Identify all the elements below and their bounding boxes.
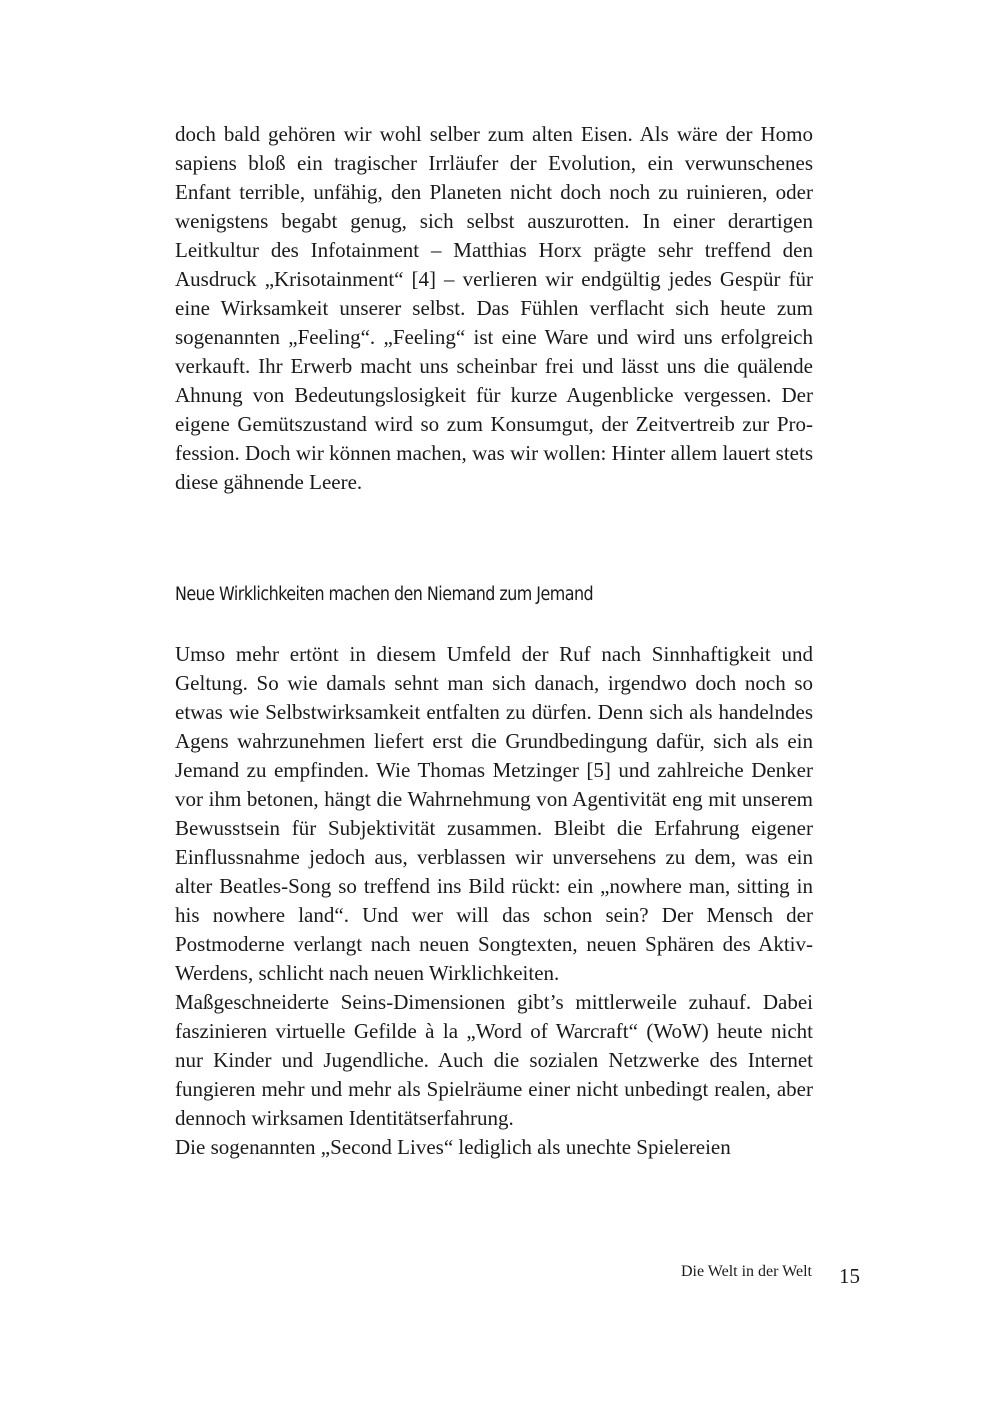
paragraph-2: Umso mehr ertönt in diesem Umfeld der Ruf nach Sinnhaftigkeit und Geltung. So wie damals sehnt man sich danach, irgendwo doch noch so etwas wie Selbstwirksamkeit entfalten zu dürfen. Denn sich als handelndes Agens wahrzunehmen liefert erst die Grundbedingung dafür, sich als ein Jemand zu empfinden. Wie Thomas Metzinger [5] und zahlreiche Denker vor ihm betonen, hängt die Wahrnehmung von Agentivität eng mit unserem Bewusstsein für Subjektivität zusammen. Bleibt die Erfahrung eigener Einflussnahme jedoch aus, verblassen wir unversehens zu dem, was ein alter Beatles-Song so treffend ins Bild rückt: ein „nowhere man, sitting in his nowhere land“. Und wer will das schon sein? Der Mensch der Postmoderne verlangt nach neuen Songtexten, neuen Sphären des Aktiv-Werdens, schlicht nach neuen Wirklichkeiten. [175, 642, 813, 985]
paragraph-4: Die sogenannten „Second Lives“ lediglich als unechte Spielereien [175, 1135, 731, 1159]
text-block-top [175, 120, 813, 497]
text-block-bottom [175, 640, 813, 1162]
running-footer-title: Die Welt in der Welt [680, 1263, 812, 1280]
section-heading: Neue Wirklichkeiten machen den Niemand zum Jemand [175, 584, 594, 605]
page-number: 15 [839, 1264, 860, 1288]
paragraph-3: Maßgeschneiderte Seins-Dimensionen gibt’s mittlerweile zuhauf. Dabei faszinieren virtuelle Gefilde à la „Word of Warcraft“ (WoW) heute nicht nur Kinder und Jugendliche. Auch die sozialen Netzwerke des Internet fungieren mehr und mehr als Spielräume einer nicht unbedingt realen, aber dennoch wirksamen Identitätserfahrung. [175, 990, 813, 1130]
paragraph-1: doch bald gehören wir wohl selber zum alten Eisen. Als wäre der Homo sapiens bloß ein tragischer Irrläufer der Evolution, ein verwunschenes Enfant terrible, unfähig, den Planeten nicht doch noch zu ruinieren, oder wenigstens begabt genug, sich selbst auszurotten. In einer derartigen Leitkultur des Infotainment – Matthias Horx prägte sehr treffend den Ausdruck „Krisotainment“ [4] – verlieren wir endgültig jedes Gespür für eine Wirksamkeit unserer selbst. Das Fühlen verflacht sich heute zum sogenannten „Feeling“. „Feeling“ ist eine Ware und wird uns erfolgreich verkauft. Ihr Erwerb macht uns scheinbar frei und lässt uns die quälende Ahnung von Bedeutungslosigkeit für kurze Augenblicke vergessen. Der eigene Gemütszustand wird so zum Konsumgut, der Zeitvertreib zur Profession. Doch wir können machen, was wir wollen: Hinter allem lauert stets diese gähnende Leere. [175, 122, 813, 494]
